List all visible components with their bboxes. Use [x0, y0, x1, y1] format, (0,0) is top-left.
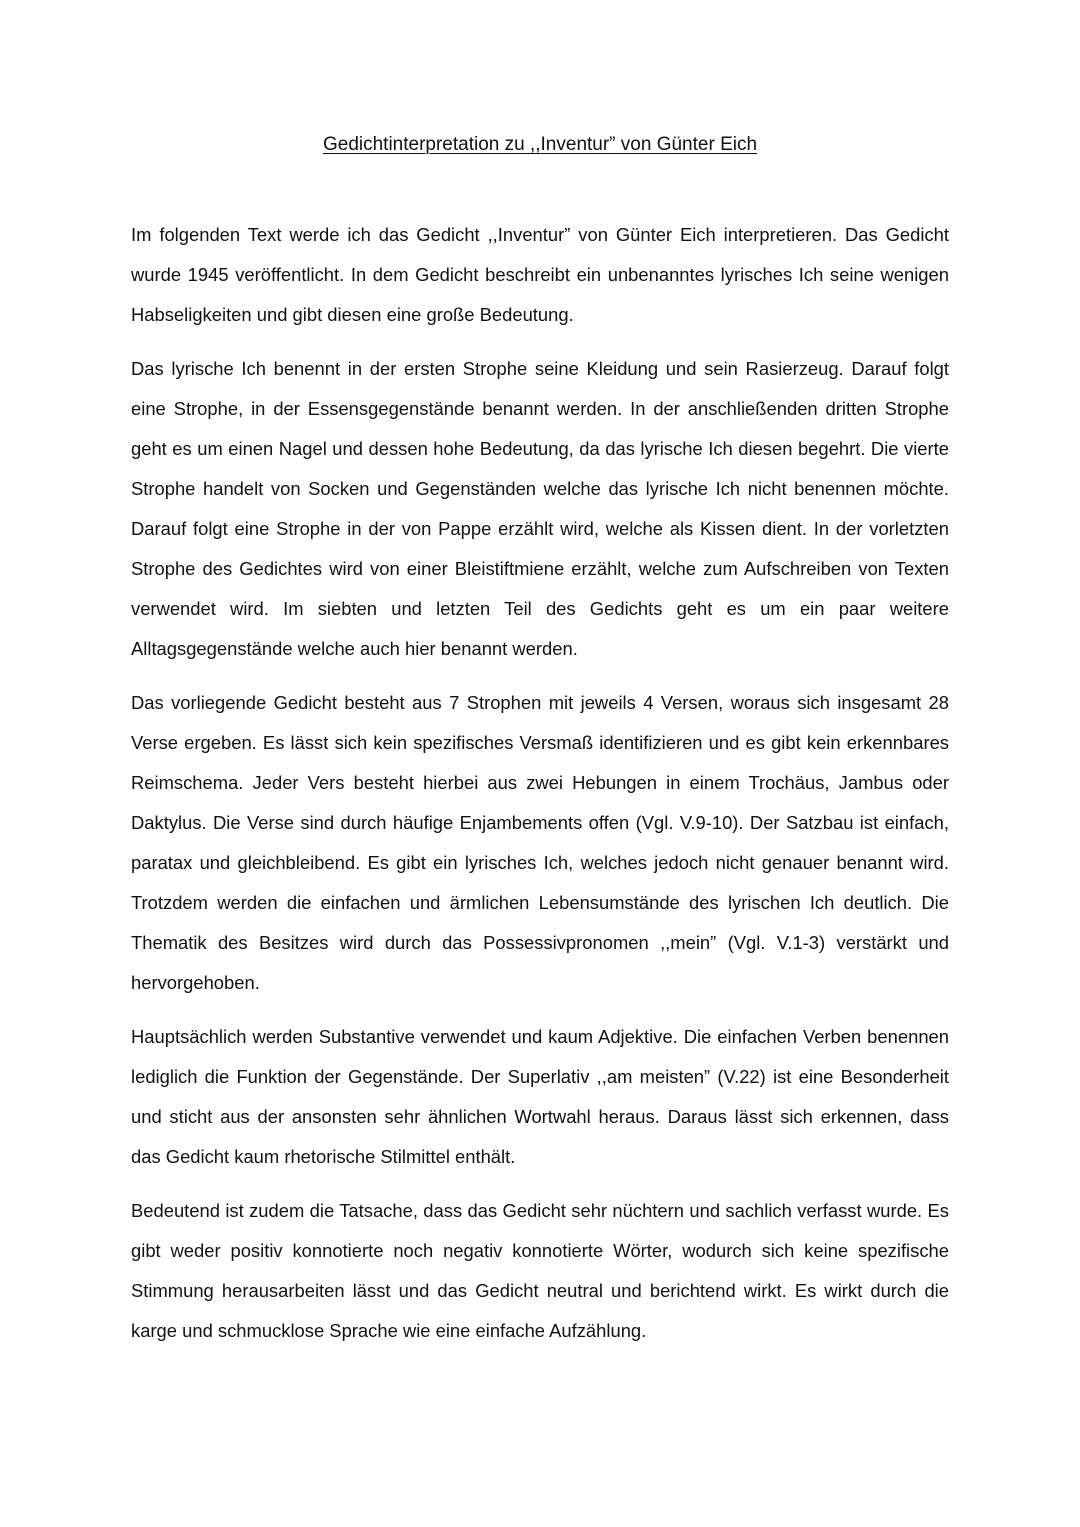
paragraph-introduction: Im folgenden Text werde ich das Gedicht ,,Inventur” von Günter Eich interpretieren. Das Gedicht wurde 1945 veröffentlicht. In dem Gedicht beschreibt ein unbenanntes lyrisches Ich seine wenigen Habseligkeiten und gibt diesen eine große Bedeutung. [131, 224, 949, 325]
paragraph-formal-analysis: Das vorliegende Gedicht besteht aus 7 Strophen mit jeweils 4 Versen, woraus sich insgesamt 28 Verse ergeben. Es lässt sich kein spezifisches Versmaß identifizieren und es gibt kein erkennbares Reimschema. Jeder Vers besteht hierbei aus zwei Hebungen in einem Trochäus, Jambus oder Daktylus. Die Verse sind durch häufige Enjambements offen (Vgl. V.9-10). Der Satzbau ist einfach, paratax und gleichbleibend. Es gibt ein lyrisches Ich, welches jedoch nicht genauer benannt wird. Trotzdem werden die einfachen und ärmlichen Lebensumstände des lyrischen Ich deutlich. Die Thematik des Besitzes wird durch das Possessivpronomen ,,mein” (Vgl. V.1-3) verstärkt und hervorgehoben. [131, 692, 949, 993]
document-body [131, 215, 949, 1365]
document-title-text: Gedichtinterpretation zu ,,Inventur” von Günter Eich [322, 134, 758, 155]
paragraph-language-analysis: Hauptsächlich werden Substantive verwendet und kaum Adjektive. Die einfachen Verben benennen lediglich die Funktion der Gegenstände. Der Superlativ ,,am meisten” (V.22) ist eine Besonderheit und sticht aus der ansonsten sehr ähnlichen Wortwahl heraus. Daraus lässt sich erkennen, dass das Gedicht kaum rhetorische Stilmittel enthält. [131, 1026, 949, 1167]
paragraph-content-summary: Das lyrische Ich benennt in der ersten Strophe seine Kleidung und sein Rasierzeug. Darauf folgt eine Strophe, in der Essensgegenstände benannt werden. In der anschließenden dritten Strophe geht es um einen Nagel und dessen hohe Bedeutung, da das lyrische Ich diesen begehrt. Die vierte Strophe handelt von Socken und Gegenständen welche das lyrische Ich nicht benennen möchte. Darauf folgt eine Strophe in der von Pappe erzählt wird, welche als Kissen dient. In der vorletzten Strophe des Gedichtes wird von einer Bleistiftmiene erzählt, welche zum Aufschreiben von Texten verwendet wird. Im siebten und letzten Teil des Gedichts geht es um ein paar weitere Alltagsgegenstände welche auch hier benannt werden. [131, 358, 949, 659]
paragraph-tone-analysis: Bedeutend ist zudem die Tatsache, dass das Gedicht sehr nüchtern und sachlich verfasst wurde. Es gibt weder positiv konnotierte noch negativ konnotierte Wörter, wodurch sich keine spezifische Stimmung herausarbeiten lässt und das Gedicht neutral und berichtend wirkt. Es wirkt durch die karge und schmucklose Sprache wie eine einfache Aufzählung. [131, 1200, 949, 1341]
document-title [0, 131, 1080, 159]
